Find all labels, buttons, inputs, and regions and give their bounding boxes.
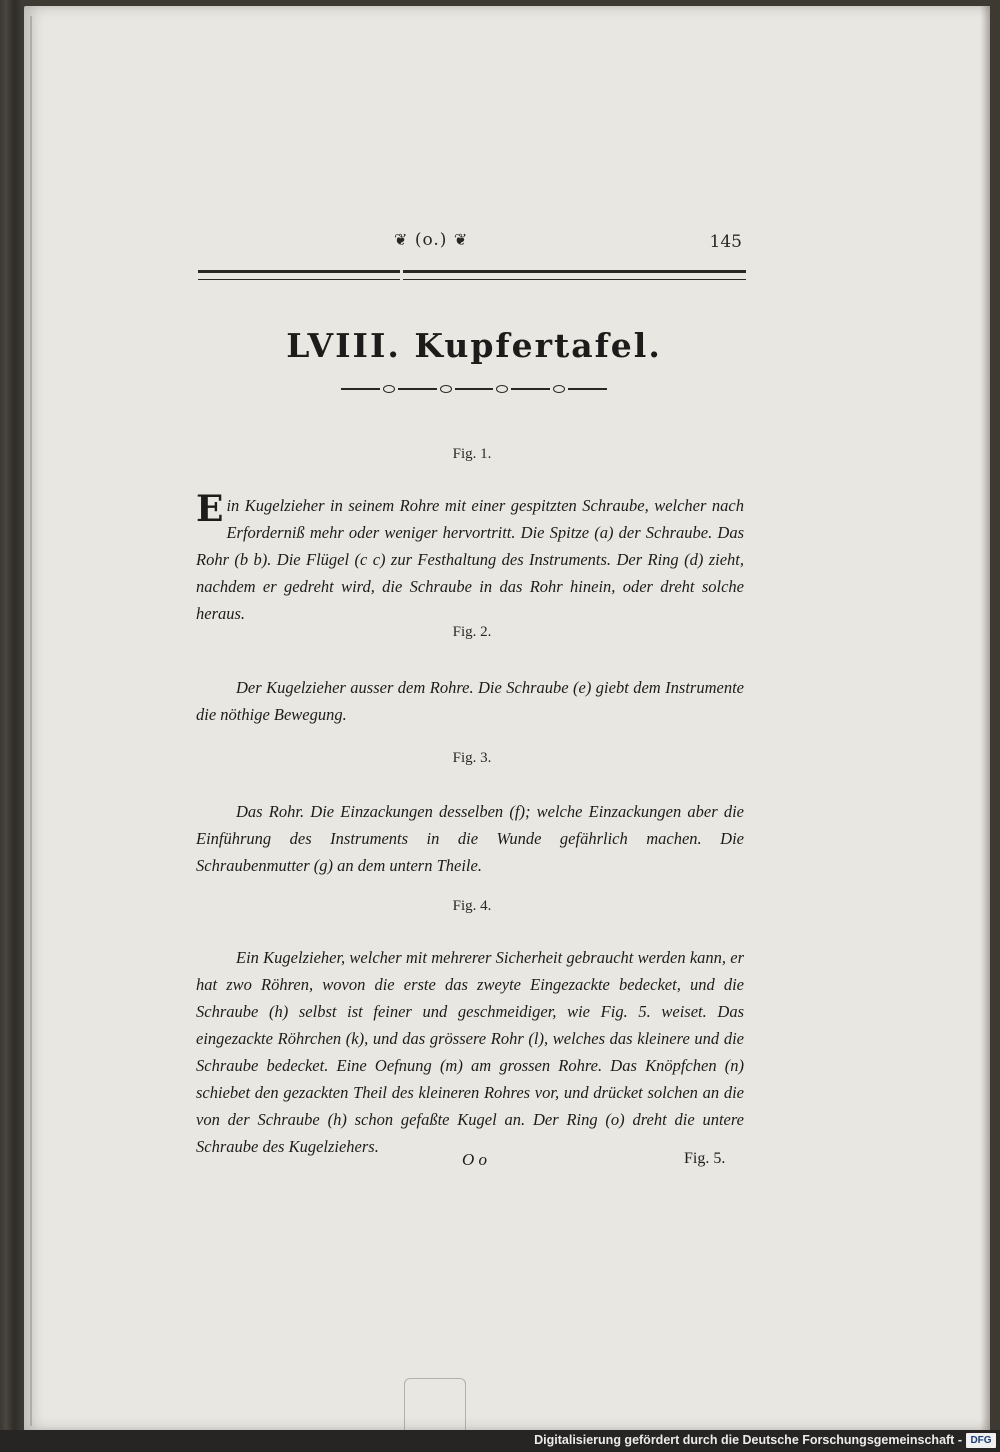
page-number: 145 — [709, 232, 742, 252]
paragraph-text: in Kugelzieher in seinem Rohre mit einer gespitzten Schraube, welcher nach Erforderniß mehr oder weniger hervortritt. Die Spitze (a) der Schraube. Das Rohr (b b). Die Flügel (c c) zur Festhaltung des Instruments. Der Ring (d) zieht, nachdem er gedreht wird, die Schraube in das Rohr hinein, oder dreht solche heraus. — [196, 496, 744, 623]
footer-bar — [0, 1430, 1000, 1452]
leaf-ornament-icon: ❦ — [453, 230, 469, 249]
fig-label: Fig. 4. — [452, 898, 492, 914]
fig-label: Fig. 3. — [452, 750, 492, 766]
running-head — [394, 230, 468, 250]
header-rule — [198, 270, 746, 280]
page-header — [174, 228, 744, 258]
leaf-ornament-icon: ❦ — [394, 230, 409, 249]
page-edge — [980, 6, 990, 1430]
paragraph-fig-3: Das Rohr. Die Einzackungen desselben (f); welche Einzackungen aber die Einführung des Instruments in die Wunde gefährlich machen. Die Schraubenmutter (g) an dem untern Theile. — [196, 802, 744, 875]
page-title: LVIII. Kupfertafel. — [286, 326, 662, 365]
dropcap: E — [196, 488, 224, 530]
gutter-line — [30, 16, 32, 1426]
fig-label: Fig. 2. — [452, 624, 492, 640]
paragraph-fig-4: Ein Kugelzieher, welcher mit mehrerer Sicherheit gebraucht werden kann, er hat zwo Röhren, wovon die erste das zweyte Eingezackte bedecket, und die Schraube (h) selbst ist feiner und geschmeidiger, wie Fig. 5. weiset. Das eingezackte Röhrchen (k), und das grössere Rohr (l), welches das kleinere und die Schraube bedecket. Eine Oefnung (m) am grossen Rohre. Das Knöpfchen (n) schiebet den gezackten Theil des kleineren Rohres vor, und drücket solchen an die von der Schraube (h) schon gefaßte Kugel an. Der Ring (o) dreht die untere Schraube des Kugelziehers. — [196, 948, 744, 1156]
signature-mark: O o — [462, 1150, 488, 1169]
paragraph-fig-1 — [196, 488, 744, 627]
catchword-next: Fig. 5. — [684, 1150, 726, 1167]
title-ornament — [338, 384, 610, 394]
footer-credit: Digitalisierung gefördert durch die Deutsche Forschungsgemeinschaft - — [534, 1433, 962, 1447]
dfg-logo: DFG — [966, 1433, 996, 1448]
running-head-text: (o.) — [414, 230, 448, 250]
paragraph-fig-2: Der Kugelzieher ausser dem Rohre. Die Schraube (e) giebt dem Instrumente die nöthige Bewegung. — [196, 678, 744, 724]
fig-label: Fig. 1. — [452, 446, 492, 462]
page-tab — [404, 1378, 466, 1431]
